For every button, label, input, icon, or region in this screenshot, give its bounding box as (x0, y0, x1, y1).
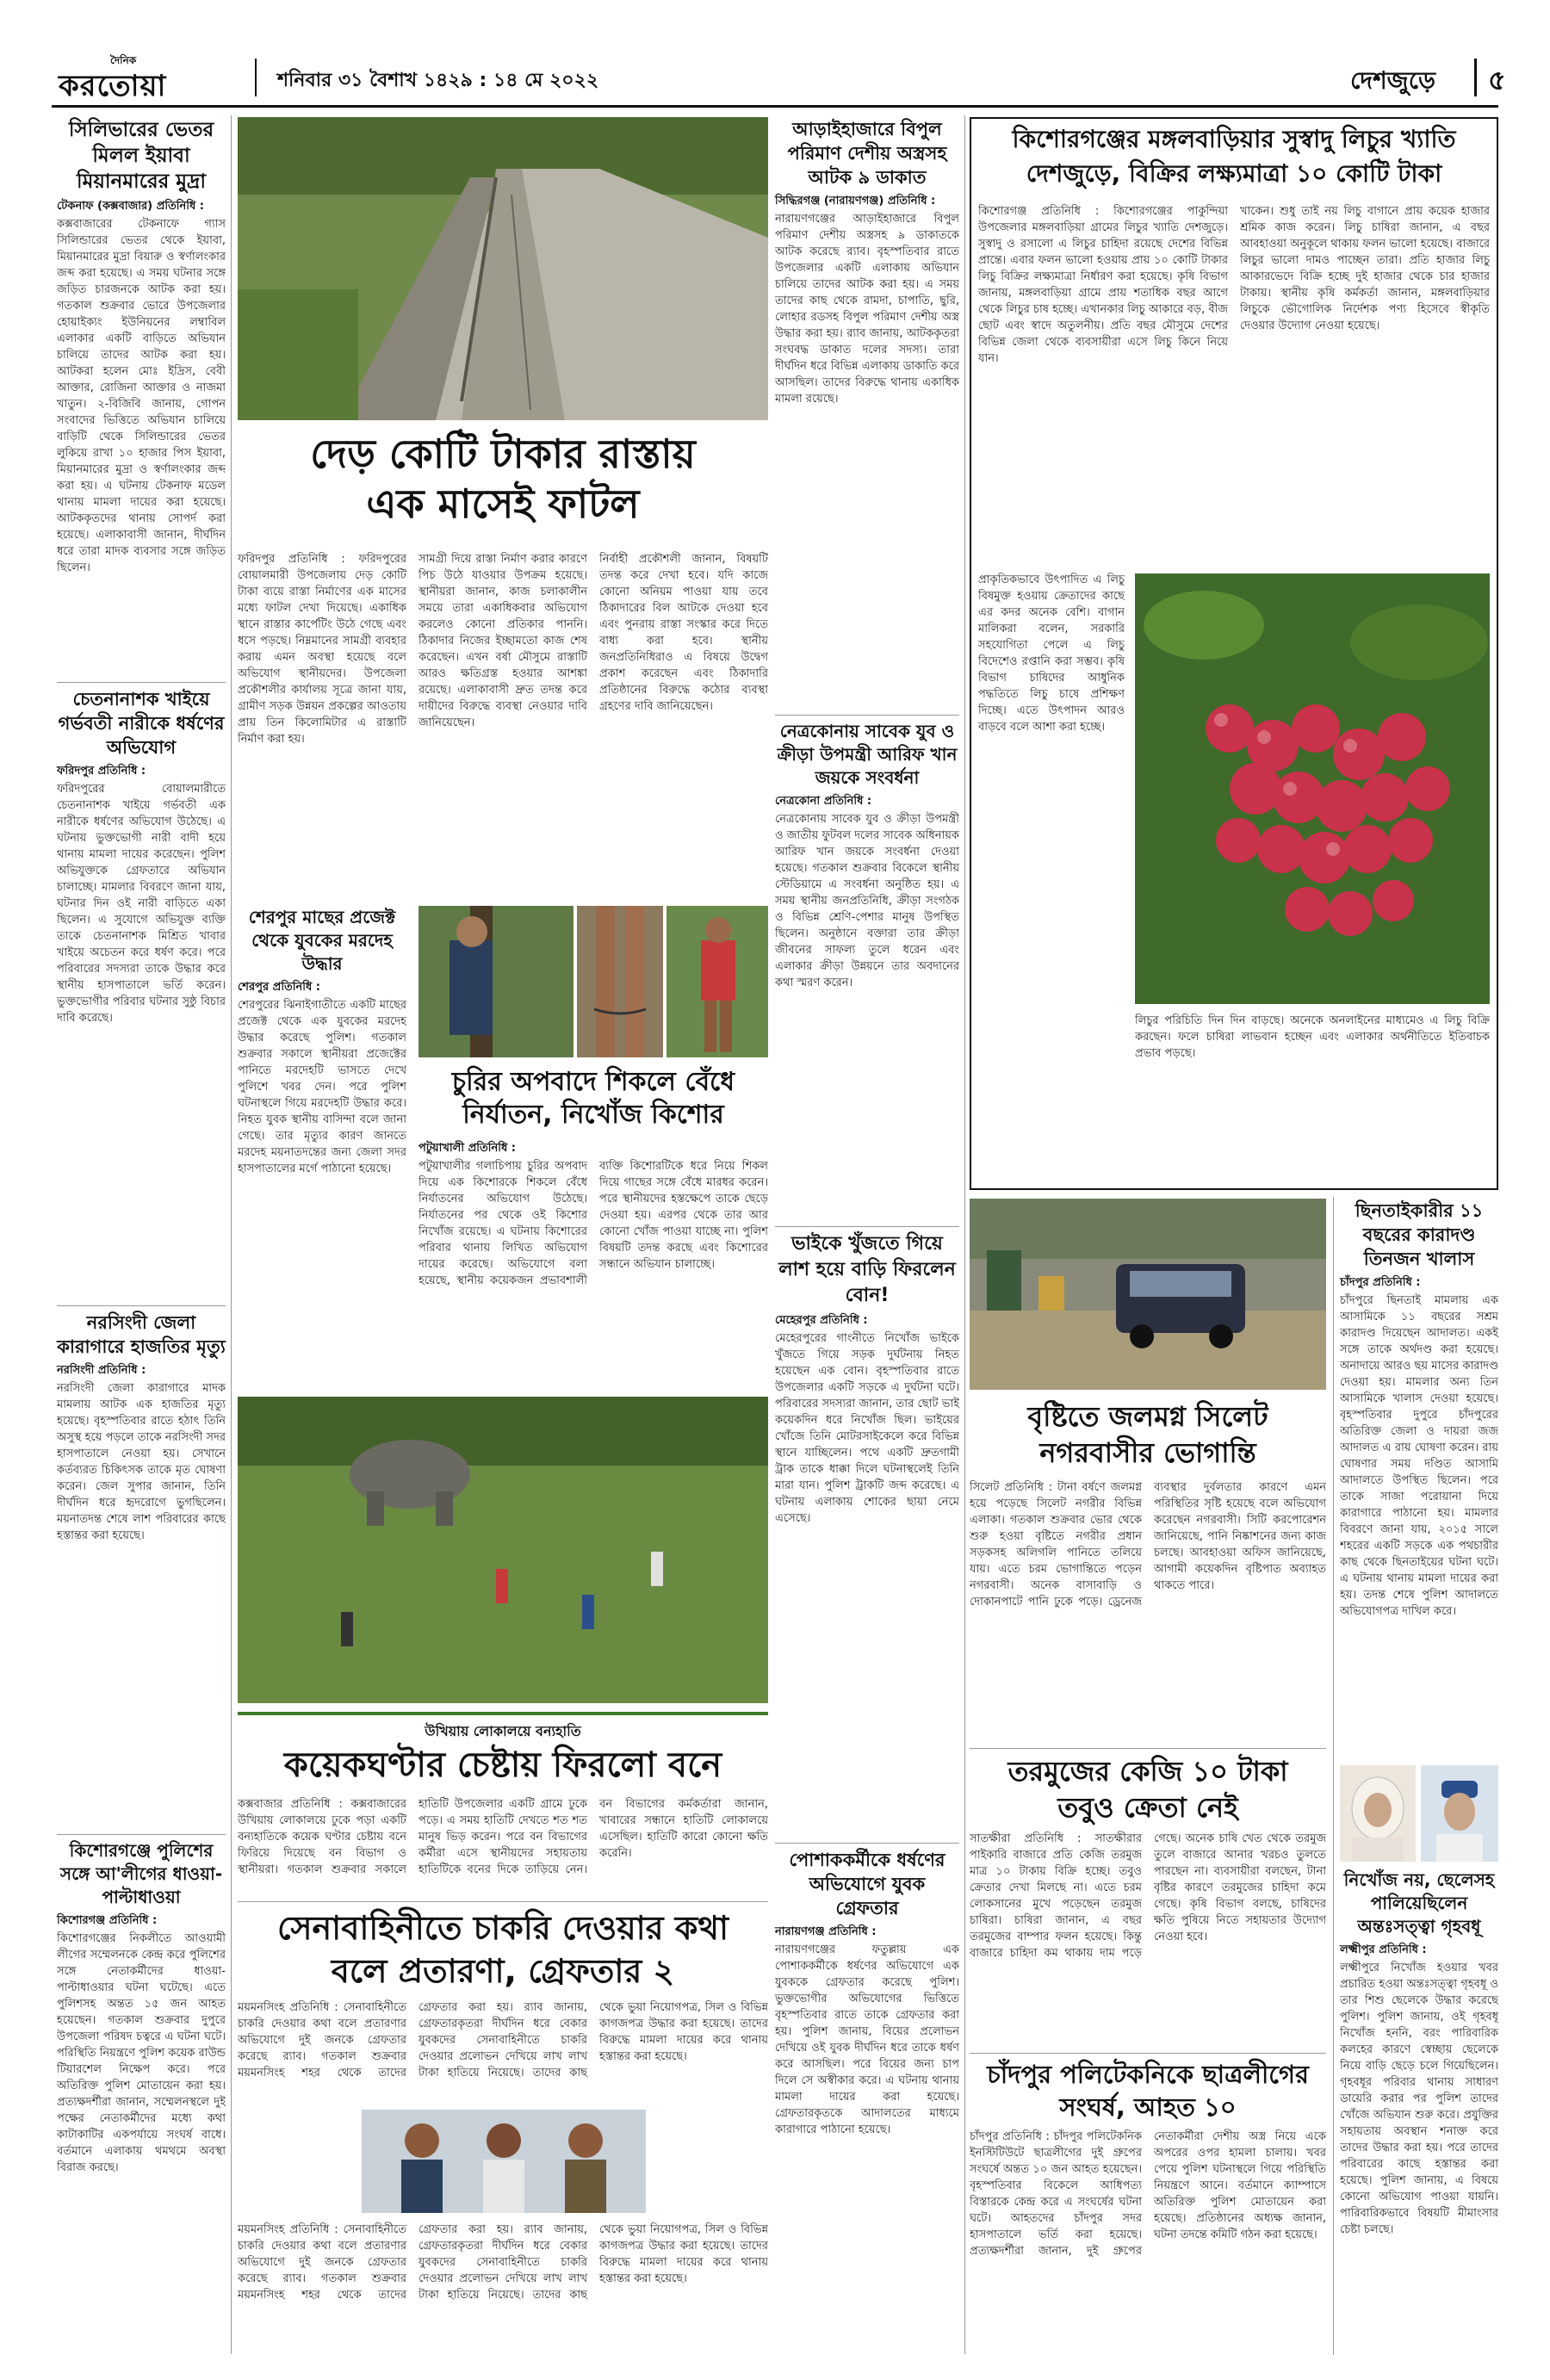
chandpur-headline-line2: সংঘর্ষ, আহত ১০ (1059, 2092, 1237, 2122)
flood-body: সিলেট প্রতিনিধি : টানা বর্ষণে জলমগ্ন হয়ে পড়েছে সিলেট নগরীর বিভিন্ন এলাকা। গতকাল শুক্রবার ভোর থেকে শুরু হওয়া বৃষ্টিতে নগরীর প্রধান সড়কসহ অলিগলি পানিতে তলিয়ে যায়। এতে চরম ভোগান্তিতে পড়েন নগরবাসী। অনেক বাসাবাড়ি ও দোকানপাটে পানি ঢুকে পড়ে। ড্রেনেজ ব্যবস্থার দুর্বলতার কারণে এমন পরিস্থিতির সৃষ্টি হয়েছে বলে অভিযোগ করেছেন নগরবাসী। সিটি করপোরেশন জানিয়েছে, পানি নিষ্কাশনের জন্য কাজ চলছে। আবহাওয়া অফিস জানিয়েছে, আগামী কয়েকদিন বৃষ্টিপাত অব্যাহত থাকতে পারে। (970, 1481, 1326, 1608)
left-story-2 (57, 687, 226, 1263)
logo-small: দৈনিক (110, 54, 137, 66)
story-body: নেত্রকোনায় সাবেক যুব ও ক্রীড়া উপমন্ত্রী ও জাতীয় ফুটবল দলের সাবেক অধিনায়ক আরিফ খান জয়কে সংবর্ধনা দেওয়া হয়েছে। গতকাল শুক্রবার বিকেলে স্থানীয় স্টেডিয়ামে এ সংবর্ধনা অনুষ্ঠিত হয়। এ সময় স্থানীয় জনপ্রতিনিধি, ক্রীড়া সংগঠক ও বিভিন্ন শ্রেণি-পেশার মানুষ উপস্থিত ছিলেন। অনুষ্ঠানে বক্তারা তার ক্রীড়া জীবনের সাফল্য তুলে ধরেন এবং এলাকার ক্রীড়া উন্নয়নে তার অবদানের কথা স্মরণ করেন। (775, 813, 959, 989)
story-dateline: ফরিদপুর প্রতিনিধি : (57, 765, 146, 778)
arrested-photo (362, 2110, 646, 2213)
army-headline-line2: বলে প্রতারণা, গ্রেফতার ২ (331, 1952, 675, 1990)
story-dateline: চাঁদপুর প্রতিনিধি : (1340, 1276, 1421, 1289)
road-headline-line1: দেড় কোটি টাকার রাস্তায় (310, 431, 696, 477)
elephant-photo-image (238, 1397, 768, 1703)
story-headline: নিখোঁজ নয়, ছেলেসহ পালিয়েছিলেন অন্তঃসত্ত্বা গৃহবধূ (1343, 1869, 1495, 1937)
story-dateline: শেরপুর প্রতিনিধি : (238, 981, 321, 994)
watermelon-block (970, 1753, 1326, 2037)
story-body: কক্সবাজারের টেকনাফে গ্যাস সিলিন্ডারের ভেতর থেকে ইয়াবা, মিয়ানমারের মুদ্রা বিয়ারু ও স্বর্ণালংকার জব্দ করা হয়েছে। এ সময় ঘটনার সঙ্গে জড়িত চারজনকে আটক করা হয়। গতকাল শুক্রবার ভোরে উপজেলার হোয়াইক্যং ইউনিয়নের লম্বাবিল এলাকার একটি বাড়িতে অভিযান চালিয়ে তাদের আটক করা হয়। আটকরা হলেন মোঃ ইদ্রিস, বেবী আক্তার, রোজিনা আক্তার ও নাজমা খাতুন। ২-বিজিবি জানায়, গোপন সংবাদের ভিত্তিতে অভিযান চালিয়ে বাড়িটি থেকে সিলিন্ডারের ভেতর লুকিয়ে রাখা ১০ হাজার পিস ইয়াবা, মিয়ানমারের মুদ্রা ও স্বর্ণালংকার জব্দ করা হয়। এ ঘটনায় টেকনাফ মডেল থানায় মামলা দায়ের করা হয়েছে। আটককৃতদের থানায় সোপর্দ করা হয়েছে। এলাকাবাসী জানান, দীর্ঘদিন ধরে তারা মাদক ব্যবসার সঙ্গে জড়িত ছিলেন। (57, 218, 226, 574)
column-divider (1333, 1197, 1334, 2355)
story-dateline: সিদ্ধিরগঞ্জ (নারায়ণগঞ্জ) প্রতিনিধি : (775, 195, 936, 208)
masthead-divider-left (255, 59, 257, 96)
left-story-3 (57, 1311, 226, 1828)
masthead-divider-right (1474, 59, 1477, 96)
lychee-body-col1: কিশোরগঞ্জ প্রতিনিধি : কিশোরগঞ্জের পাকুন্দিয়া উপজেলার মঙ্গলবাড়িয়া গ্রামের লিচুর খ্যাতি দেশজুড়ে। সুস্বাদু ও রসালো এ লিচুর চাহিদা রয়েছে দেশের বিভিন্ন প্রান্তে। এবার ফলন ভালো হওয়ায় প্রায় ১০ কোটি টাকার লিচু বিক্রির লক্ষ্যমাত্রা নির্ধারণ করা হয়েছে। কৃষি বিভাগ জানায়, মঙ্গলবাড়িয়া গ্রামে প্রায় শতাধিক বছর আগে থেকে লিচুর চাষ হচ্ছে। এখানকার লিচু আকারে বড়, বীজ ছোট এবং স্বাদে অতুলনীয়। প্রতি বছর মৌসুমে দেশের বিভিন্ন জেলা থেকে ব্যবসায়ীরা এসে লিচু কিনে নিয়ে যান। (978, 205, 1228, 365)
chain-photo-2-image (577, 906, 663, 1057)
story-body: নরসিংদী জেলা কারাগারে মাদক মামলায় আটক এক হাজতির মৃত্যু হয়েছে। বৃহস্পতিবার রাতে হঠাৎ তিনি অসুস্থ হয়ে পড়লে তাকে নরসিংদী সদর হাসপাতালে নেওয়া হয়। সেখানে কর্তব্যরত চিকিৎসক তাকে মৃত ঘোষণা করেন। জেল সুপার জানান, তিনি দীর্ঘদিন ধরে হৃদরোগে ভুগছিলেন। ময়নাতদন্ত শেষে লাশ পরিবারের কাছে হস্তান্তর করা হয়েছে। (57, 1382, 226, 1542)
army-headline (238, 1906, 768, 1993)
flood-photo (970, 1199, 1326, 1390)
road-headline-line2: এক মাসেই ফাটল (366, 480, 640, 527)
right-story-2 (1340, 1869, 1498, 2339)
elephant-kicker: উখিয়ায় লোকালয়ে বন্যহাতি (425, 1723, 581, 1739)
lychee-headline (976, 122, 1491, 191)
story-separator (57, 1834, 226, 1835)
lychee-headline-line2: দেশজুড়ে, বিক্রির লক্ষ্যমাত্রা ১০ কোটি টাকা (1026, 159, 1442, 188)
missing-woman-photo (1340, 1765, 1416, 1862)
elephant-rule (238, 1712, 768, 1715)
watermelon-body: সাতক্ষীরা প্রতিনিধি : সাতক্ষীরার পাইকারি বাজারে প্রতি কেজি তরমুজ মাত্র ১০ টাকায় বিক্রি হচ্ছে। তবুও ক্রেতার দেখা মিলছে না। এতে চরম লোকসানের মুখে পড়েছেন তরমুজ চাষিরা। চাষিরা জানান, এ বছর তরমুজের বাম্পার ফলন হয়েছে। কিন্তু বাজারে চাহিদা কম থাকায় দাম পড়ে গেছে। অনেক চাষি খেত থেকে তরমুজ তুলে বাজারে আনার খরচও তুলতে পারছেন না। ব্যবসায়ীরা বলছেন, টানা বৃষ্টির কারণে তরমুজের চাহিদা কমে গেছে। কৃষি বিভাগ বলছে, চাষিদের ক্ষতি পুষিয়ে নিতে সহায়তার উদ্যোগ নেওয়া হবে। (970, 1832, 1326, 1960)
story-headline: নেত্রকোনায় সাবেক যুব ও ক্রীড়া উপমন্ত্রী আরিফ খান জয়কে সংবর্ধনা (777, 721, 958, 788)
right-story-1 (1340, 1199, 1498, 1757)
chandpur-headline-line1: চাঁদপুর পলিটেকনিকে ছাত্রলীগের (987, 2060, 1309, 2089)
story-body: নারায়ণগঞ্জের ফতুল্লায় এক পোশাককর্মীকে ধর্ষণের অভিযোগে এক যুবককে গ্রেফতার করেছে পুলিশ। ভুক্তভোগীর অভিযোগের ভিত্তিতে বৃহস্পতিবার রাতে তাকে গ্রেফতার করা হয়। পুলিশ জানায়, বিয়ের প্রলোভন দেখিয়ে ওই যুবক দীর্ঘদিন ধরে তাকে ধর্ষণ করে আসছিল। পরে বিয়ের জন্য চাপ দিলে সে অস্বীকার করে। এ ঘটনায় থানায় মামলা দায়ের করা হয়েছে। গ্রেফতারকৃতকে আদালতের মাধ্যমে কারাগারে পাঠানো হয়েছে। (775, 1943, 959, 2136)
chain-headline (418, 1066, 768, 1131)
lychee-body-col4: লিচুর পরিচিতি দিন দিন বাড়ছে। অনেকে অনলাইনের মাধ্যমেও এ লিচু বিক্রি করছেন। ফলে চাষিরা লাভবান হচ্ছেন এবং এলাকার অর্থনীতিতে ইতিবাচক প্রভাব পড়ছে। (1135, 1014, 1490, 1060)
story-separator (57, 682, 226, 683)
story-dateline: পটুয়াখালী প্রতিনিধি : (418, 1142, 516, 1155)
column-divider (231, 115, 232, 2354)
lychee-headline-line1: কিশোরগঞ্জের মঙ্গলবাড়িয়ার সুস্বাদু লিচুর খ্যাতি (1012, 125, 1456, 153)
left-story-4 (57, 1839, 226, 2340)
story-dateline: নরসিংদী প্রতিনিধি : (57, 1364, 146, 1377)
lychee-photo (1135, 573, 1490, 1004)
story-body: শেরপুরের ঝিনাইগাতীতে একটি মাছের প্রজেক্ট থেকে এক যুবকের মরদেহ উদ্ধার করেছে পুলিশ। গতকাল শুক্রবার সকালে স্থানীয়রা প্রজেক্টের পানিতে মরদেহটি ভাসতে দেখে পুলিশে খবর দেন। পরে পুলিশ ঘটনাস্থলে গিয়ে মরদেহটি উদ্ধার করে। নিহত যুবক স্থানীয় বাসিন্দা বলে জানা গেছে। তার মৃত্যুর কারণ জানতে মরদেহ ময়নাতদন্তের জন্য জেলা সদর হাসপাতালের মর্গে পাঠানো হয়েছে। (238, 999, 406, 1175)
missing-child-photo (1421, 1765, 1498, 1862)
sherpur-story (238, 906, 406, 1324)
mid-story-1 (775, 117, 959, 693)
story-headline: শেরপুর মাছের প্রজেক্ট থেকে যুবকের মরদেহ উদ্ধার (248, 907, 396, 974)
story-headline: সিলিভারের ভেতর মিলল ইয়াবা মিয়ানমারের মুদ্রা (68, 119, 214, 193)
story-separator (775, 1226, 959, 1227)
flood-headline-line2: নগরবাসীর ভোগান্তি (1039, 1436, 1256, 1469)
flood-headline (970, 1398, 1326, 1471)
road-body-col2: সামগ্রী দিয়ে রাস্তা নির্মাণ করার কারণে পিচ উঠে যাওয়ার উপক্রম হয়েছে। স্থানীয়রা জানান, কাজ চলাকালীন সময়ে তারা একাধিকবার অভিযোগ করলেও কোনো প্রতিকার পাননি। ঠিকাদার নিজের ইচ্ছামতো কাজ শেষ করেছেন। এখন বর্ষা মৌসুমে রাস্তাটি আরও ক্ষতিগ্রস্ত হওয়ার আশঙ্কা রয়েছে। এলাকাবাসী দ্রুত তদন্ত করে দায়ীদের বিরুদ্ধে ব্যবস্থা নেওয়ার দাবি জানিয়েছেন। (418, 553, 587, 729)
chain-headline-line1: চুরির অপবাদে শিকলে বেঁধে (451, 1067, 735, 1097)
lychee-body-col2: খাকেন। শুধু তাই নয় লিচু বাগানে প্রায় কয়েক হাজার শ্রমিক কাজ করেন। লিচু চাষিরা জানান, এ বছর আবহাওয়া অনুকূলে থাকায় ফলন ভালো হয়েছে। বাজারে লিচুর ভালো দামও পাচ্ছেন তারা। প্রতি হাজার লিচু আকারভেদে বিক্রি হচ্ছে দুই হাজার থেকে চার হাজার টাকায়। স্থানীয় কৃষি কর্মকর্তা জানান, মঙ্গলবাড়িয়ার লিচুকে ভৌগোলিক নির্দেশক পণ্য হিসেবে স্বীকৃতি দেওয়ার উদ্যোগ নেওয়া হয়েছে। (1240, 205, 1490, 332)
chain-photo-3-image (666, 906, 768, 1057)
elephant-headline: কয়েকঘণ্টার চেষ্টায় ফিরলো বনে (283, 1745, 722, 1785)
masthead-logo (59, 53, 231, 102)
watermelon-headline-line1: তরমুজের কেজি ১০ টাকা (1008, 1755, 1288, 1788)
missing-child-photo-image (1421, 1765, 1498, 1862)
chain-photo-1 (418, 906, 574, 1057)
chain-headline-line2: নির্যাতন, নিখোঁজ কিশোর (462, 1100, 724, 1130)
story-headline: ভাইকে খুঁজতে গিয়ে লাশ হয়ে বাড়ি ফিরলেন বোন! (778, 1233, 956, 1306)
left-story-1 (57, 117, 226, 655)
elephant-body: কক্সবাজার প্রতিনিধি : কক্সবাজারের উখিয়ায় লোকালয়ে ঢুকে পড়া একটি বন্যহাতিকে কয়েক ঘণ্টার চেষ্টায় বনে ফিরিয়ে দিয়েছে বন বিভাগ ও স্থানীয়রা। গতকাল শুক্রবার সকালে হাতিটি উপজেলার একটি গ্রামে ঢুকে পড়ে। এ সময় হাতিটি দেখতে শত শত মানুষ ভিড় করেন। পরে বন বিভাগের কর্মীরা এসে স্থানীয়দের সহায়তায় হাতিটিকে বনের দিকে তাড়িয়ে নেন। বন বিভাগের কর্মকর্তারা জানান, খাবারের সন্ধানে হাতিটি লোকালয়ে এসেছিল। হাতিটি কারো কোনো ক্ষতি করেনি। (238, 1798, 768, 1876)
dateline: শনিবার ৩১ বৈশাখ ১৪২৯ : ১৪ মে ২০২২ (277, 70, 599, 91)
section-name: দেশজুড়ে (1350, 66, 1435, 95)
chandpur-block (970, 2058, 1326, 2335)
story-dateline: মেহেরপুর প্রতিনিধি : (775, 1314, 868, 1327)
story-body: পটুয়াখালীর গলাচিপায় চুরির অপবাদ দিয়ে এক কিশোরকে শিকলে বেঁধে নির্যাতনের অভিযোগ উঠেছে। নির্যাতনের পর থেকে ওই কিশোর নিখোঁজ রয়েছে। এ ঘটনায় কিশোরের পরিবার থানায় লিখিত অভিযোগ দায়ের করেছে। অভিযোগে বলা হয়েছে, স্থানীয় কয়েকজন প্রভাবশালী ব্যক্তি কিশোরটিকে ধরে নিয়ে শিকল দিয়ে গাছের সঙ্গে বেঁধে মারধর করেন। পরে স্থানীয়দের হস্তক্ষেপে তাকে ছেড়ে দেওয়া হয়। এরপর থেকে তার আর কোনো খোঁজ পাওয়া যাচ্ছে না। পুলিশ বিষয়টি তদন্ত করছে এবং কিশোরের সন্ধানে অভিযান চালাচ্ছে। (418, 1160, 768, 1287)
story-separator (238, 1901, 768, 1902)
army-body: ময়মনসিংহ প্রতিনিধি : সেনাবাহিনীতে চাকরি দেওয়ার কথা বলে প্রতারণার অভিযোগে দুই জনকে গ্রেফতার করেছে র‍্যাব। গতকাল শুক্রবার ময়মনসিংহ শহর থেকে তাদের গ্রেফতার করা হয়। র‍্যাব জানায়, গ্রেফতারকৃতরা দীর্ঘদিন ধরে বেকার যুবকদের সেনাবাহিনীতে চাকরি দেওয়ার প্রলোভন দেখিয়ে লাখ লাখ টাকা হাতিয়ে নিয়েছে। তাদের কাছ থেকে ভুয়া নিয়োগপত্র, সিল ও বিভিন্ন কাগজপত্র উদ্ধার করা হয়েছে। তাদের বিরুদ্ধে মামলা দায়ের করে থানায় হস্তান্তর করা হয়েছে। (238, 2001, 768, 2079)
elephant-photo (238, 1397, 768, 1703)
story-headline: ছিনতাইকারীর ১১ বছরের কারাদণ্ড তিনজন খালাস (1355, 1200, 1484, 1269)
lychee-photo-image (1135, 573, 1490, 1004)
lychee-body-col3: প্রাকৃতিকভাবে উৎপাদিত এ লিচু বিষমুক্ত হওয়ায় ক্রেতাদের কাছে এর কদর অনেক বেশি। বাগান মালিকরা বলেন, সরকারি সহযোগিতা পেলে এ লিচু বিদেশেও রপ্তানি করা সম্ভব। কৃষি বিভাগ চাষিদের আধুনিক পদ্ধতিতে লিচু চাষে প্রশিক্ষণ দিচ্ছে। এতে উৎপাদন আরও বাড়বে বলে আশা করা হচ্ছে। (978, 573, 1125, 734)
logo-main: করতোয়া (59, 69, 167, 103)
story-body: ফরিদপুরের বোয়ালমারীতে চেতনানাশক খাইয়ে গর্ভবতী এক নারীকে ধর্ষণের অভিযোগ উঠেছে। এ ঘটনায় ভুক্তভোগী নারী বাদী হয়ে থানায় মামলা দায়ের করেছেন। পুলিশ অভিযুক্তকে গ্রেফতারে অভিযান চালাচ্ছে। মামলার বিবরণে জানা যায়, ঘটনার দিন ওই নারী বাড়িতে একা ছিলেন। এ সুযোগে অভিযুক্ত ব্যক্তি তাকে চেতনানাশক মিশ্রিত খাবার খাইয়ে অচেতন করে ধর্ষণ করে। পরে পরিবারের সদস্যরা তাকে উদ্ধার করে স্থানীয় হাসপাতালে ভর্তি করেন। ভুক্তভোগীর পরিবার ঘটনার সুষ্ঠু বিচার দাবি করেছে। (57, 783, 226, 1025)
road-headline (238, 429, 768, 529)
story-dateline: টেকনাফ (কক্সবাজার) প্রতিনিধি : (57, 200, 205, 213)
story-body: লক্ষ্মীপুরে নিখোঁজ হওয়ার খবর প্রচারিত হওয়া অন্তঃসত্ত্বা গৃহবধূ ও তার শিশু ছেলেকে উদ্ধার করেছে পুলিশ। পুলিশ জানায়, ওই গৃহবধূ নিখোঁজ হননি, বরং পারিবারিক কলহের কারণে স্বেচ্ছায় ছেলেকে নিয়ে বাড়ি ছেড়ে চলে গিয়েছিলেন। গৃহবধূর পরিবার থানায় সাধারণ ডায়েরি করার পর পুলিশ তাদের খোঁজে অভিযান শুরু করে। প্রযুক্তির সহায়তায় অবস্থান শনাক্ত করে তাদের উদ্ধার করা হয়। পরে তাদের পরিবারের কাছে হস্তান্তর করা হয়েছে। পুলিশ জানায়, এ বিষয়ে কোনো অভিযোগ পাওয়া যায়নি। পারিবারিকভাবে বিষয়টি মীমাংসার চেষ্টা চলছে। (1340, 1962, 1498, 2236)
chain-photo-3 (666, 906, 768, 1057)
story-dateline: কিশোরগঞ্জ প্রতিনিধি : (57, 1914, 158, 1927)
story-dateline: নেত্রকোনা প্রতিনিধি : (775, 795, 872, 808)
story-body: নারায়ণগঞ্জের আড়াইহাজারে বিপুল পরিমাণ দেশীয় অস্ত্রসহ ৯ ডাকাতকে আটক করেছে র‍্যাব। বৃহস্পতিবার রাতে উপজেলার একটি এলাকায় অভিযান চালিয়ে তাদের আটক করা হয়। এ সময় তাদের কাছ থেকে রামদা, চাপাতি, ছুরি, লোহার রডসহ বিপুল পরিমাণ দেশীয় অস্ত্র উদ্ধার করা হয়। র‍্যাব জানায়, আটককৃতরা সংঘবদ্ধ ডাকাত দলের সদস্য। তারা দীর্ঘদিন ধরে বিভিন্ন এলাকায় ডাকাতি করে আসছিল। তাদের বিরুদ্ধে থানায় একাধিক মামলা রয়েছে। (775, 213, 959, 406)
flood-headline-line1: বৃষ্টিতে জলমগ্ন সিলেট (1027, 1400, 1268, 1433)
flood-photo-image (970, 1199, 1326, 1390)
story-dateline: লক্ষ্মীপুর প্রতিনিধি : (1340, 1943, 1427, 1956)
road-photo (238, 117, 768, 420)
watermelon-headline-line2: তবুও ক্রেতা নেই (1057, 1791, 1238, 1824)
story-separator (970, 2053, 1326, 2054)
army-body-cont: ময়মনসিংহ প্রতিনিধি : সেনাবাহিনীতে চাকরি দেওয়ার কথা বলে প্রতারণার অভিযোগে দুই জনকে গ্রেফতার করেছে র‍্যাব। গতকাল শুক্রবার ময়মনসিংহ শহর থেকে তাদের গ্রেফতার করা হয়। র‍্যাব জানায়, গ্রেফতারকৃতরা দীর্ঘদিন ধরে বেকার যুবকদের সেনাবাহিনীতে চাকরি দেওয়ার প্রলোভন দেখিয়ে লাখ লাখ টাকা হাতিয়ে নিয়েছে। তাদের কাছ থেকে ভুয়া নিয়োগপত্র, সিল ও বিভিন্ন কাগজপত্র উদ্ধার করা হয়েছে। তাদের বিরুদ্ধে মামলা দায়ের করে থানায় হস্তান্তর করা হয়েছে। (238, 2223, 768, 2302)
column-divider (964, 115, 965, 2354)
road-body-col3: নির্বাহী প্রকৌশলী জানান, বিষয়টি তদন্ত করে দেখা হবে। যদি কাজে কোনো অনিয়ম পাওয়া যায় তবে ঠিকাদারের বিল আটকে দেওয়া হবে এবং পুনরায় রাস্তা সংস্কার করে দিতে বাধ্য করা হবে। স্থানীয় জনপ্রতিনিধিরাও এ বিষয়ে উদ্বেগ প্রকাশ করেছেন এবং ঠিকাদারি প্রতিষ্ঠানের বিরুদ্ধে কঠোর ব্যবস্থা গ্রহণের দাবি জানিয়েছেন। (599, 553, 768, 713)
story-headline: আড়াইহাজারে বিপুল পরিমাণ দেশীয় অস্ত্রসহ আটক ৯ ডাকাত (787, 119, 947, 188)
story-dateline: নারায়ণগঞ্জ প্রতিনিধি : (775, 1925, 877, 1938)
story-headline: কিশোরগঞ্জে পুলিশের সঙ্গে আ'লীগের ধাওয়া-পাল্টাধাওয়া (59, 1840, 223, 1907)
story-separator (775, 715, 959, 716)
mid-story-4 (775, 1848, 959, 2338)
story-separator (970, 1748, 1326, 1749)
mid-story-2 (775, 720, 959, 1207)
road-photo-image (238, 117, 768, 420)
road-body-col1: ফরিদপুর প্রতিনিধি : ফরিদপুরের বোয়ালমারী উপজেলায় দেড় কোটি টাকা ব্যয়ে রাস্তা নির্মাণের এক মাসের মধ্যে ফাটল দেখা দিয়েছে। একাধিক স্থানে রাস্তার কার্পেটিং উঠে গেছে এবং ধসে পড়ছে। নিম্নমানের সামগ্রী ব্যবহার করায় এমন অবস্থা হয়েছে বলে অভিযোগ স্থানীয়দের। উপজেলা প্রকৌশলীর কার্যালয় সূত্রে জানা যায়, গ্রামীণ সড়ক উন্নয়ন প্রকল্পের আওতায় প্রায় তিন কিলোমিটার এ রাস্তাটি নির্মাণ করা হয়। (238, 553, 406, 746)
chain-photo-2 (577, 906, 663, 1057)
story-body: মেহেরপুরের গাংনীতে নিখোঁজ ভাইকে খুঁজতে গিয়ে সড়ক দুর্ঘটনায় নিহত হয়েছেন এক বোন। বৃহস্পতিবার রাতে উপজেলার একটি সড়কে এ দুর্ঘটনা ঘটে। পরিবারের সদস্যরা জানান, তার ছোট ভাই কয়েকদিন ধরে নিখোঁজ ছিল। ভাইয়ের খোঁজে তিনি মোটরসাইকেলে করে বিভিন্ন স্থানে যাচ্ছিলেন। পথে একটি দ্রুতগামী ট্রাক তাকে ধাক্কা দিলে ঘটনাস্থলেই তিনি মারা যান। পুলিশ ট্রাকটি জব্দ করেছে। এ ঘটনায় এলাকায় শোকের ছায়া নেমে এসেছে। (775, 1332, 959, 1525)
page-number: ৫ (1488, 64, 1506, 96)
army-headline-line1: সেনাবাহিনীতে চাকরি দেওয়ার কথা (276, 1909, 728, 1947)
story-headline: পোশাককর্মীকে ধর্ষণের অভিযোগে যুবক গ্রেফতার (789, 1850, 946, 1918)
story-body: চাঁদপুরে ছিনতাই মামলায় এক আসামিকে ১১ বছরের সশ্রম কারাদণ্ড দিয়েছেন আদালত। একই সঙ্গে তাকে অর্থদণ্ড করা হয়েছে। অনাদায়ে আরও ছয় মাসের কারাদণ্ড দেওয়া হয়। মামলার অন্য তিন আসামিকে খালাস দেওয়া হয়েছে। বৃহস্পতিবার দুপুরে চাঁদপুরের অতিরিক্ত জেলা ও দায়রা জজ আদালত এ রায় ঘোষণা করেন। রায় ঘোষণার সময় দণ্ডিত আসামি আদালতে উপস্থিত ছিলেন। পরে তাকে সাজা পরোয়ানা দিয়ে কারাগারে পাঠানো হয়। মামলার বিবরণে জানা যায়, ২০১৫ সালে শহরের একটি সড়কে এক পথচারীর কাছ থেকে ছিনতাইয়ের ঘটনা ঘটে। এ ঘটনায় থানায় মামলা দায়ের করা হয়। তদন্ত শেষে পুলিশ আদালতে অভিযোগপত্র দাখিল করে। (1340, 1294, 1498, 1618)
story-body: কিশোরগঞ্জের নিকলীতে আওয়ামী লীগের সম্মেলনকে কেন্দ্র করে পুলিশের সঙ্গে নেতাকর্মীদের ধাওয়া-পাল্টাধাওয়ার ঘটনা ঘটেছে। এতে পুলিশসহ অন্তত ১৫ জন আহত হয়েছেন। গতকাল শুক্রবার দুপুরে উপজেলা পরিষদ চত্বরে এ ঘটনা ঘটে। পরিস্থিতি নিয়ন্ত্রণে পুলিশ কয়েক রাউন্ড টিয়ারশেল নিক্ষেপ করে। পরে অতিরিক্ত পুলিশ মোতায়েন করা হয়। প্রত্যক্ষদর্শীরা জানান, সম্মেলনস্থলে দুই পক্ষের নেতাকর্মীদের মধ্যে কথা কাটাকাটির একপর্যায়ে সংঘর্ষ বাধে। বর্তমানে এলাকায় থমথমে অবস্থা বিরাজ করছে। (57, 1932, 226, 2174)
arrested-photo-image (362, 2110, 646, 2213)
chain-photo-1-image (418, 906, 574, 1057)
story-headline: চেতনানাশক খাইয়ে গর্ভবতী নারীকে ধর্ষণের অভিযোগ (58, 689, 225, 758)
story-separator (57, 1305, 226, 1306)
chain-body-block (418, 1140, 768, 1399)
missing-woman-photo-image (1340, 1765, 1416, 1862)
story-headline: নরসিংদী জেলা কারাগারে হাজতির মৃত্যু (57, 1312, 226, 1357)
story-separator (775, 1843, 959, 1844)
masthead-rule (52, 105, 1498, 108)
masthead (52, 53, 1506, 103)
mid-story-3 (775, 1231, 959, 1847)
chandpur-body: চাঁদপুর প্রতিনিধি : চাঁদপুর পলিটেকনিক ইনস্টিটিউটে ছাত্রলীগের দুই গ্রুপের সংঘর্ষে অন্তত ১০ জন আহত হয়েছেন। বৃহস্পতিবার বিকেলে আধিপত্য বিস্তারকে কেন্দ্র করে এ সংঘর্ষের ঘটনা ঘটে। আহতদের চাঁদপুর সদর হাসপাতালে ভর্তি করা হয়েছে। প্রত্যক্ষদর্শীরা জানান, দুই গ্রুপের নেতাকর্মীরা দেশীয় অস্ত্র নিয়ে একে অপরের ওপর হামলা চালায়। খবর পেয়ে পুলিশ ঘটনাস্থলে গিয়ে পরিস্থিতি নিয়ন্ত্রণে আনে। বর্তমানে ক্যাম্পাসে অতিরিক্ত পুলিশ মোতায়েন করা হয়েছে। প্রতিষ্ঠানের অধ্যক্ষ জানান, ঘটনা তদন্তে কমিটি গঠন করা হয়েছে। (970, 2130, 1326, 2258)
